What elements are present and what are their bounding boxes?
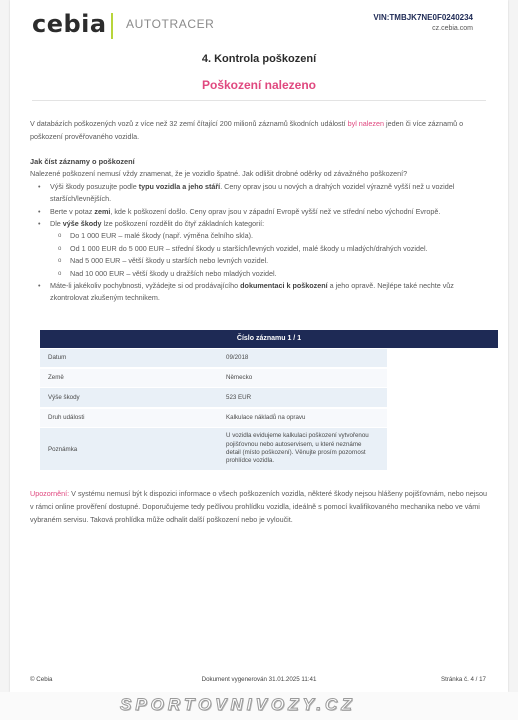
cebia-logo: cebia bbox=[32, 10, 107, 38]
report-page bbox=[10, 0, 508, 692]
footer-copyright: © Cebia bbox=[30, 676, 53, 683]
table-row bbox=[40, 388, 387, 407]
intro-before: V databázích poškozených vozů z více než 32 zemí čítající 200 milionů záznamů škodních událostí bbox=[30, 119, 348, 128]
list-item bbox=[30, 181, 488, 206]
bold-text: zemi bbox=[94, 206, 111, 216]
text: Máte-li jakékoliv pochybnosti, vyžádejte si od prodávajícího bbox=[50, 281, 241, 291]
row-value: U vozidla evidujeme kalkulaci poškození vytvořenou pojišťovnou nebo autoservisem, u které neznáme detail (místo poškození). Věnujte prosím pozornost prohlídce vozidla. bbox=[226, 432, 369, 465]
record-header: Číslo záznamu 1 / 1 bbox=[40, 330, 498, 348]
text: lze poškození rozdělit do čtyř základních kategorií: bbox=[101, 219, 265, 229]
list-item bbox=[30, 218, 488, 230]
bold-text: výše škody bbox=[62, 219, 102, 229]
site-link[interactable]: cz.cebia.com bbox=[432, 25, 473, 32]
row-label: Výše škody bbox=[48, 394, 80, 401]
row-label: Poznámka bbox=[48, 445, 78, 453]
record-table bbox=[40, 349, 387, 472]
table-row bbox=[40, 369, 387, 387]
sub-list-item: o Nad 5 000 EUR – větší škody u starších nebo levných vozidel. bbox=[30, 255, 488, 267]
warning-label: Upozornění: bbox=[30, 489, 70, 498]
row-value: 09/2018 bbox=[226, 354, 249, 361]
howto-heading: Jak číst záznamy o poškození bbox=[30, 157, 135, 166]
text: Dle bbox=[50, 219, 63, 229]
logo-divider bbox=[111, 13, 113, 39]
result-status: Poškození nalezeno bbox=[201, 78, 317, 92]
row-value: Německo bbox=[226, 373, 253, 381]
text: , kde k poškození došlo. Ceny oprav jsou v západní Evropě vyšší než ve střední nebo východní Evropě. bbox=[110, 206, 441, 216]
row-label: Datum bbox=[48, 354, 67, 361]
intro-highlight: byl nalezen bbox=[347, 119, 384, 128]
howto-section bbox=[30, 156, 488, 305]
warning-body: V systému nemusí být k dispozici informace o všech poškozeních vozidla, některé škody nejsou hlášeny pojišťovnám, nebo nejsou v rámci online prověření dostupné. Doporučujeme tedy pečlivou prohlídku vozidla, ideálně s pomocí kvalifikovaného mechanika nebo ve vámi vybraném servisu. Taková prohlídka může odhalit další poškození nebo je vyloučit. bbox=[30, 489, 487, 524]
divider bbox=[32, 100, 486, 101]
list-item bbox=[30, 280, 488, 305]
list-item bbox=[30, 206, 488, 218]
watermark: SPORTOVNIVOZY.CZ bbox=[120, 695, 356, 714]
vin-number: VIN:TMBJK7NE0F0240234 bbox=[373, 13, 473, 22]
warning-text bbox=[30, 488, 488, 526]
intro-text bbox=[30, 118, 488, 143]
text: Výši škody posuzujte podle bbox=[50, 181, 139, 191]
table-row bbox=[40, 409, 387, 427]
sub-list-item: o Do 1 000 EUR – malé škody (např. výměna čelního skla). bbox=[30, 230, 488, 242]
section-title: 4. Kontrola poškození bbox=[201, 53, 317, 65]
text: a jeho opravě. Nejlépe také nechte vůz zkontrolovat zkušeným technikem. bbox=[50, 281, 454, 303]
bold-text: dokumentaci k poškození bbox=[240, 281, 328, 291]
bold-text: typu vozidla a jeho stáří bbox=[138, 181, 221, 191]
table-row bbox=[40, 349, 387, 367]
sub-list-item: o Od 1 000 EUR do 5 000 EUR – střední škody u starších/levných vozidel, malé škody u mladých/drahých vozidel. bbox=[30, 243, 488, 255]
howto-lead: Nalezené poškození nemusí vždy znamenat, že je vozidlo špatné. Jak odlišit drobné oděrky od závažného poškození? bbox=[30, 169, 408, 179]
table-row bbox=[40, 428, 387, 470]
text: . Ceny oprav jsou u nových a drahých vozidel výrazně vyšší než u vozidel starších/levnějších. bbox=[50, 181, 455, 204]
row-value: 523 EUR bbox=[226, 394, 252, 401]
footer-page-number: Stránka č. 4 / 17 bbox=[440, 676, 486, 683]
footer-generated: Dokument vygenerován 31.01.2025 11:41 bbox=[201, 676, 317, 683]
howto-list bbox=[30, 181, 488, 305]
row-label: Země bbox=[48, 373, 64, 381]
product-name: AUTOTRACER bbox=[126, 17, 215, 31]
sub-list-item: o Nad 10 000 EUR – větší škody u dražších nebo mladých vozidel. bbox=[30, 268, 488, 280]
row-label: Druh události bbox=[48, 413, 85, 421]
row-value: Kalkulace nákladů na opravu bbox=[226, 413, 306, 421]
text: Berte v potaz bbox=[50, 206, 95, 216]
intro-after: jeden či více záznamů o poškození prověřovaného vozidla. bbox=[30, 119, 464, 141]
